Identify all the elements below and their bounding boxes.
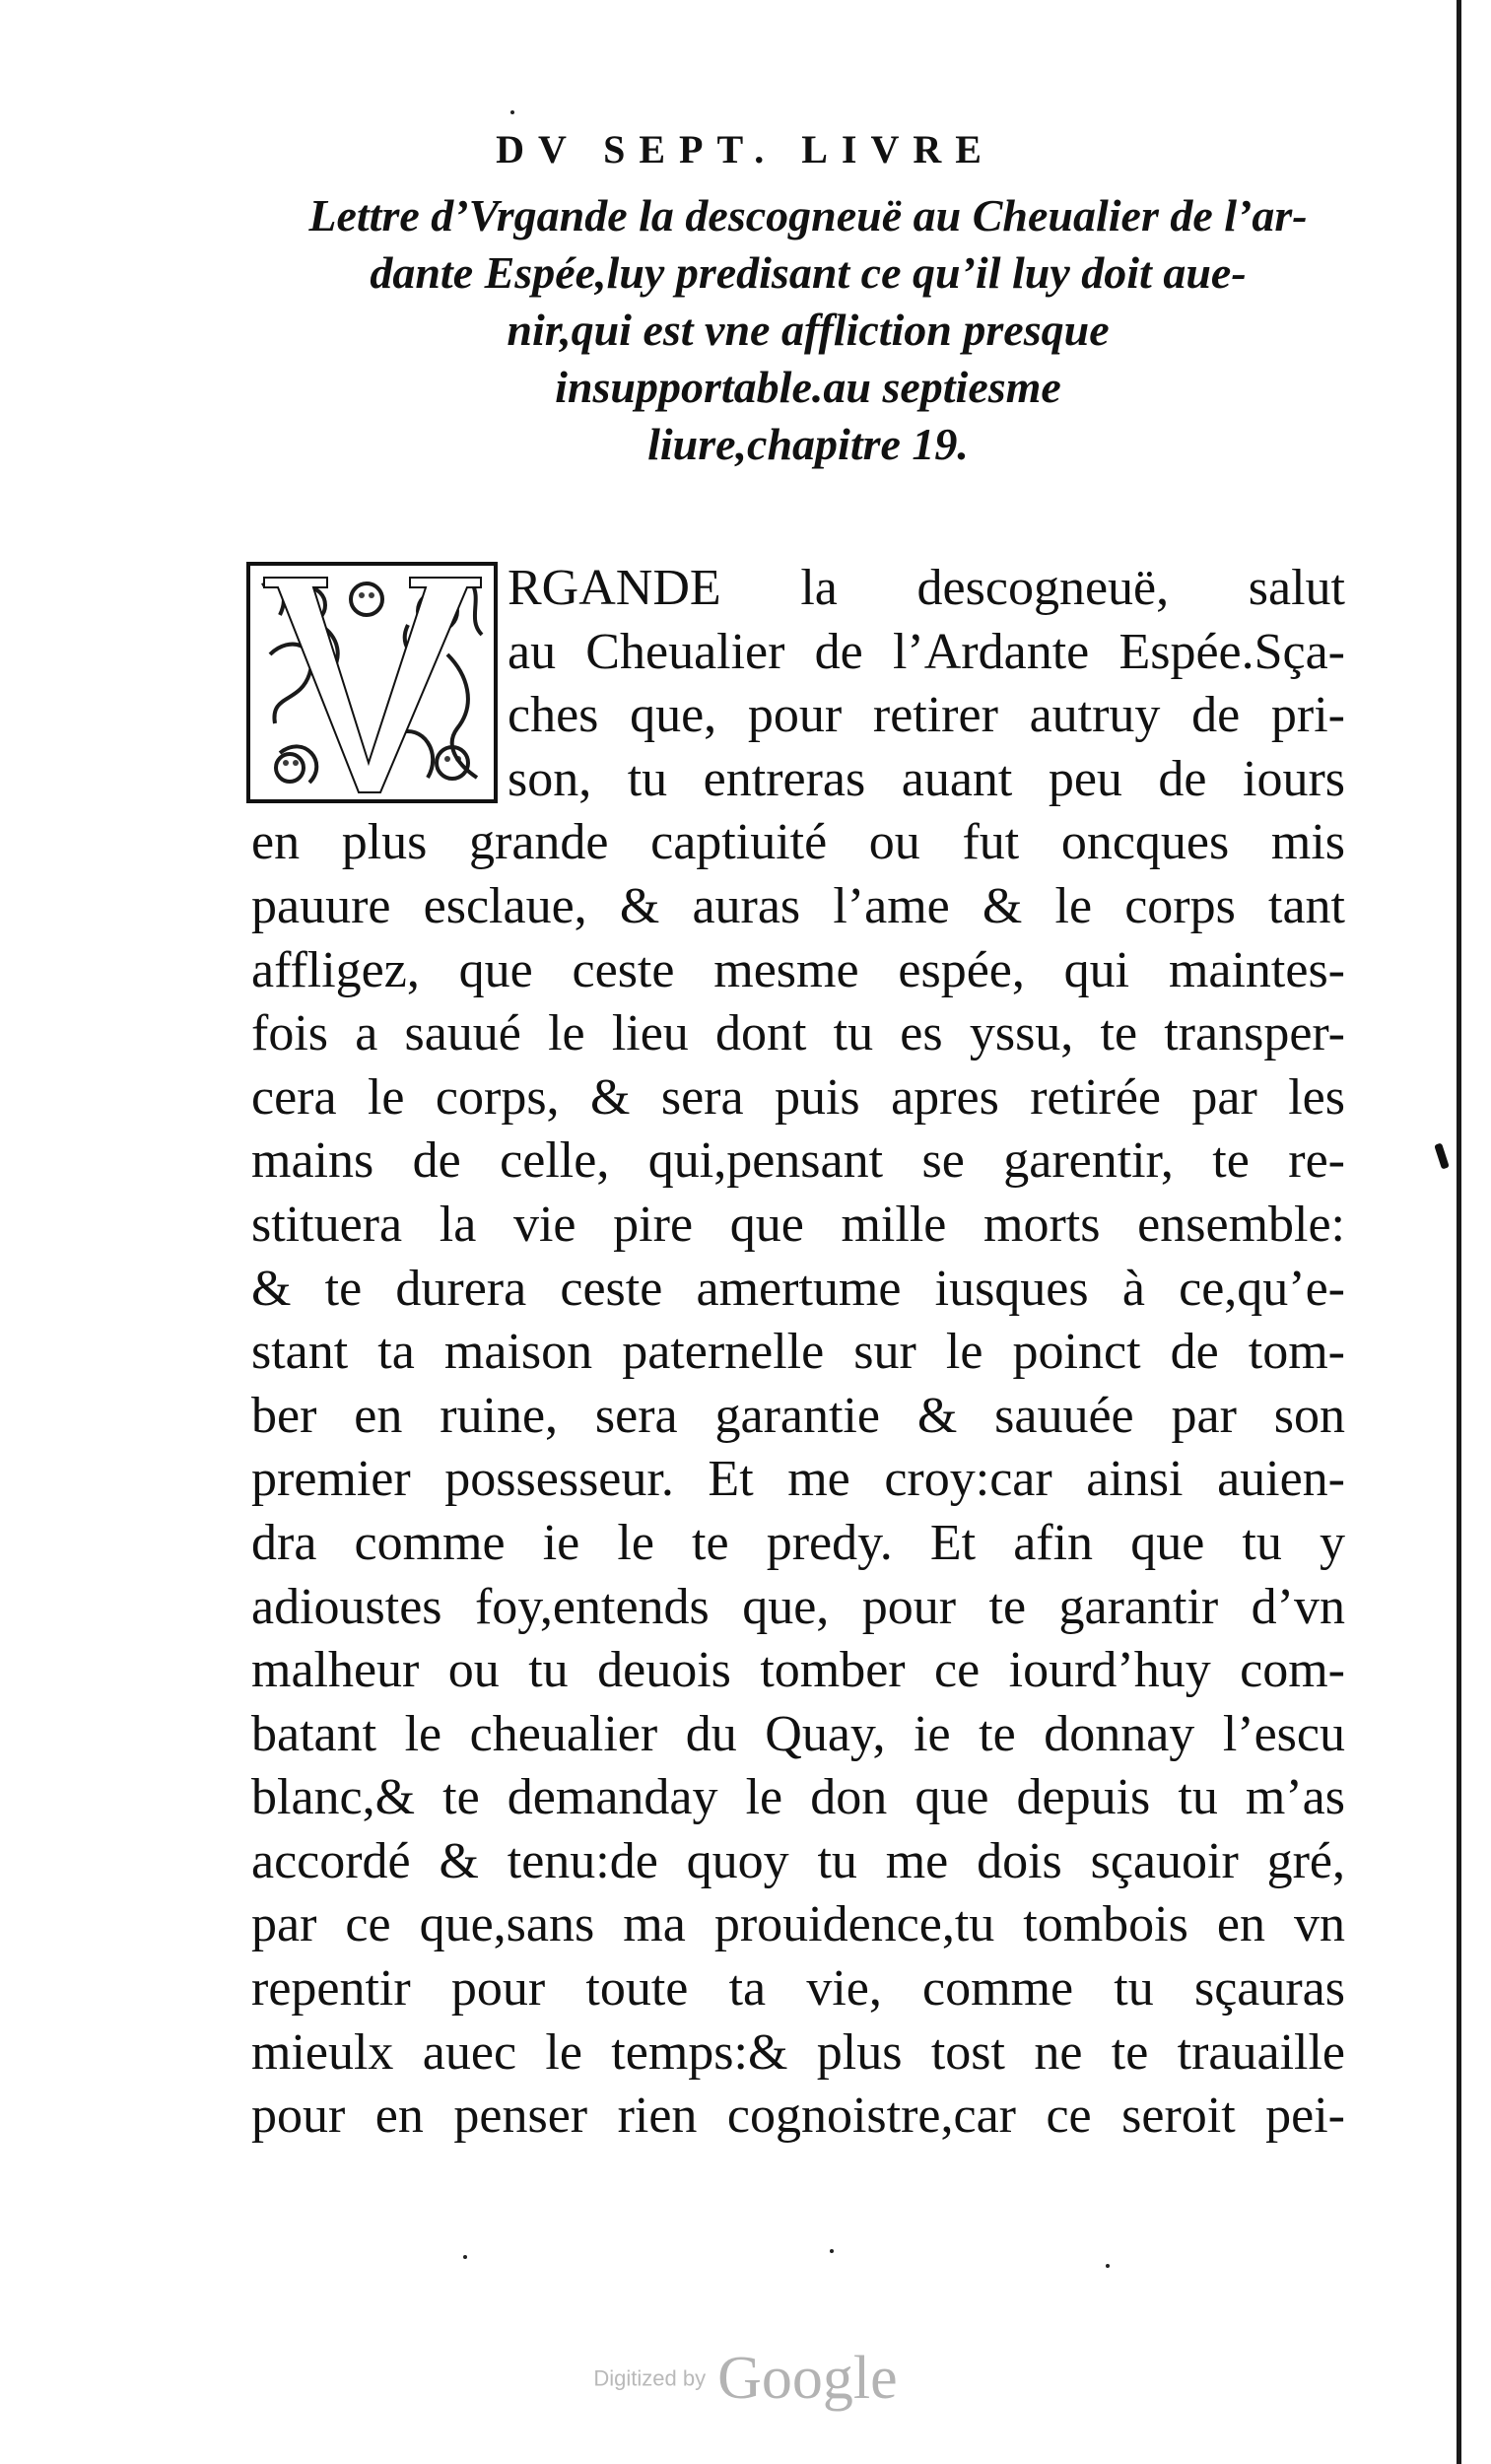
digitized-by-label: Digitized by	[593, 2365, 707, 2391]
heading-line: Lettre d’Vrgande la descogneuë au Cheualier de l’ar-	[308, 190, 1308, 240]
body-line: dra comme ie le te predy. Et afin que tu y	[251, 1514, 1345, 1571]
body-line: & te durera ceste amertume iusques à ce,qu’e-	[251, 1260, 1345, 1317]
heading-line: nir,qui est vne affliction presque	[507, 305, 1110, 355]
page-edge-line	[1457, 0, 1461, 2464]
body-line: stant ta maison paternelle sur le poinct de tom-	[251, 1324, 1345, 1381]
body-line: par ce que,sans ma prouidence,tu tombois en vn	[251, 1896, 1345, 1953]
body-line: pauure esclaue, & auras l’ame & le corps tant	[251, 877, 1345, 934]
body-line: au Cheualier de l’Ardante Espée.Sça-	[508, 623, 1345, 680]
body-line: RGANDE la descogneuë, salut	[508, 560, 1345, 616]
ink-speck	[830, 2249, 834, 2253]
ink-speck	[463, 2255, 467, 2259]
body-line: fois a sauué le lieu dont tu es yssu, te transper-	[251, 1005, 1345, 1062]
body-line: ches que, pour retirer autruy de pri-	[508, 687, 1345, 744]
body-line: accordé & tenu:de quoy tu me dois sçauoir gré,	[251, 1832, 1345, 1889]
letter-body	[251, 557, 1345, 2149]
body-line: ber en ruine, sera garantie & sauuée par son	[251, 1387, 1345, 1444]
body-line: blanc,& te demanday le don que depuis tu m’as	[251, 1769, 1345, 1826]
body-line: mieulx auec le temps:& plus tost ne te trauaille	[251, 2023, 1345, 2081]
letter-heading	[237, 187, 1380, 473]
digitized-by-watermark	[0, 2344, 1491, 2414]
body-line: stituera la vie pire que mille morts ensemble:	[251, 1196, 1345, 1253]
body-line: mains de celle, qui,pensant se garentir, te re-	[251, 1132, 1345, 1190]
heading-line: insupportable.au septiesme	[555, 362, 1061, 412]
body-line: premier possesseur. Et me croy:car ainsi auien-	[251, 1451, 1345, 1508]
body-line: en plus grande captiuité ou fut oncques mis	[251, 814, 1345, 871]
body-line: adioustes foy,entends que, pour te garantir d’vn	[251, 1578, 1345, 1635]
body-line: malheur ou tu deuois tomber ce iourd’huy com-	[251, 1642, 1345, 1699]
drop-cap-letter: V	[364, 697, 379, 719]
body-line: repentir pour toute ta vie, comme tu sçauras	[251, 1960, 1345, 2018]
heading-line: dante Espée,luy predisant ce qu’il luy doit aue-	[370, 247, 1247, 298]
ink-speck	[1106, 2264, 1110, 2268]
body-line: pour en penser rien cognoistre,car ce seroit pei-	[251, 2088, 1345, 2145]
body-line: son, tu entreras auant peu de iours	[508, 750, 1345, 807]
margin-ink-mark	[1434, 1142, 1450, 1169]
body-line: affligez, que ceste mesme espée, qui maintes-	[251, 941, 1345, 998]
ink-speck	[510, 110, 514, 114]
running-head: DV SEPT. LIVRE	[496, 127, 995, 171]
body-line: cera le corps, & sera puis apres retirée par les	[251, 1068, 1345, 1126]
heading-line: liure,chapitre 19.	[647, 419, 969, 469]
body-line: batant le cheualier du Quay, ie te donnay l’escu	[251, 1705, 1345, 1762]
google-wordmark: Google	[717, 2345, 898, 2412]
